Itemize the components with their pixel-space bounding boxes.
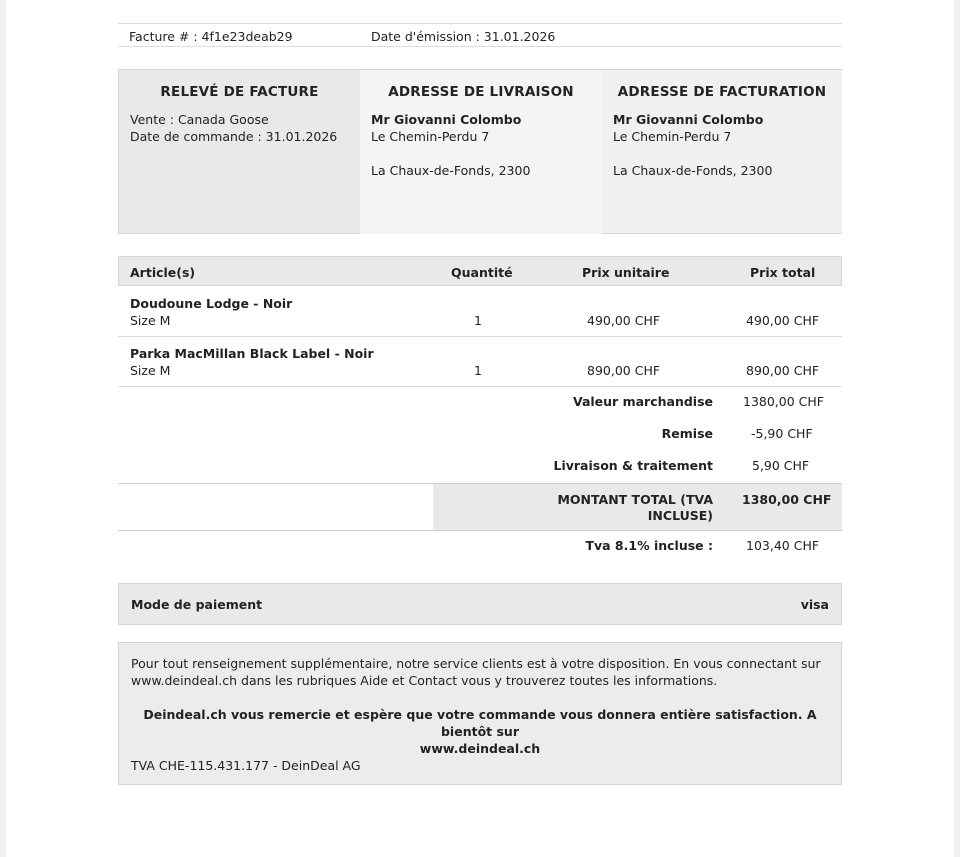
shipping-street: Le Chemin-Perdu 7 bbox=[371, 129, 490, 144]
summary-divider bbox=[118, 530, 842, 531]
item-size: Size M bbox=[130, 313, 171, 328]
total-value: 1380,00 CHF bbox=[742, 492, 832, 507]
col-header-total-price: Prix total bbox=[750, 265, 816, 280]
item-unit-price: 490,00 CHF bbox=[587, 313, 661, 328]
info-text: Pour tout renseignement supplémentaire, notre service clients est à votre disposition. En vous connectant sur www.deindeal.ch dans les rubriques Aide et Contact vous y trouverez toutes les informations. bbox=[131, 656, 821, 688]
shipping-fee-value: 5,90 CHF bbox=[752, 458, 810, 473]
col-header-unit-price: Prix unitaire bbox=[582, 265, 670, 280]
row-divider bbox=[118, 386, 842, 387]
table-row bbox=[118, 344, 842, 386]
table-row bbox=[118, 294, 842, 336]
shipping-column bbox=[360, 70, 602, 234]
order-date: Date de commande : 31.01.2026 bbox=[130, 129, 338, 144]
merch-value-label: Valeur marchandise bbox=[572, 394, 713, 409]
vat-label: Tva 8.1% incluse : bbox=[585, 538, 713, 553]
item-quantity: 1 bbox=[474, 313, 482, 328]
invoice-number: Facture # : 4f1e23deab29 bbox=[129, 29, 293, 44]
shipping-city: La Chaux-de-Fonds, 2300 bbox=[371, 163, 531, 178]
billing-column bbox=[602, 70, 842, 233]
item-size: Size M bbox=[130, 363, 171, 378]
table-header bbox=[118, 256, 842, 286]
discount-label: Remise bbox=[661, 426, 713, 441]
col-header-article: Article(s) bbox=[130, 265, 196, 280]
thanks-text: Deindeal.ch vous remercie et espère que votre commande vous donnera entière satisfaction. A bientôt sur www.deindeal.ch bbox=[143, 707, 817, 756]
payment-method-label: Mode de paiement bbox=[131, 597, 263, 612]
statement-column bbox=[119, 70, 360, 233]
billing-street: Le Chemin-Perdu 7 bbox=[613, 129, 732, 144]
billing-name: Mr Giovanni Colombo bbox=[613, 112, 764, 127]
item-total-price: 490,00 CHF bbox=[746, 313, 820, 328]
item-total-price: 890,00 CHF bbox=[746, 363, 820, 378]
item-quantity: 1 bbox=[474, 363, 482, 378]
billing-city: La Chaux-de-Fonds, 2300 bbox=[613, 163, 773, 178]
shipping-name: Mr Giovanni Colombo bbox=[371, 112, 522, 127]
discount-value: -5,90 CHF bbox=[751, 426, 813, 441]
merch-value: 1380,00 CHF bbox=[743, 394, 824, 409]
invoice-page bbox=[6, 0, 954, 857]
shipping-title: ADRESSE DE LIVRAISON bbox=[388, 84, 574, 100]
statement-block bbox=[118, 69, 842, 234]
statement-title: RELEVÉ DE FACTURE bbox=[160, 84, 319, 100]
invoice-meta-bar bbox=[118, 23, 842, 47]
issue-date: Date d'émission : 31.01.2026 bbox=[371, 29, 556, 44]
shipping-fee-label: Livraison & traitement bbox=[553, 458, 713, 473]
footer-note bbox=[118, 642, 842, 785]
item-name: Doudoune Lodge - Noir bbox=[130, 296, 293, 311]
vat-id: TVA CHE-115.431.177 - DeinDeal AG bbox=[131, 758, 361, 773]
billing-title: ADRESSE DE FACTURATION bbox=[617, 84, 827, 100]
vat-value: 103,40 CHF bbox=[746, 538, 820, 553]
items-table bbox=[118, 256, 842, 576]
sale-label: Vente : Canada Goose bbox=[130, 112, 269, 127]
row-divider bbox=[118, 336, 842, 337]
payment-method-bar bbox=[118, 583, 842, 625]
payment-method-value: visa bbox=[800, 597, 829, 612]
col-header-quantity: Quantité bbox=[451, 265, 513, 280]
item-name: Parka MacMillan Black Label - Noir bbox=[130, 346, 374, 361]
total-label: MONTANT TOTAL (TVA INCLUSE) bbox=[557, 492, 713, 523]
item-unit-price: 890,00 CHF bbox=[587, 363, 661, 378]
